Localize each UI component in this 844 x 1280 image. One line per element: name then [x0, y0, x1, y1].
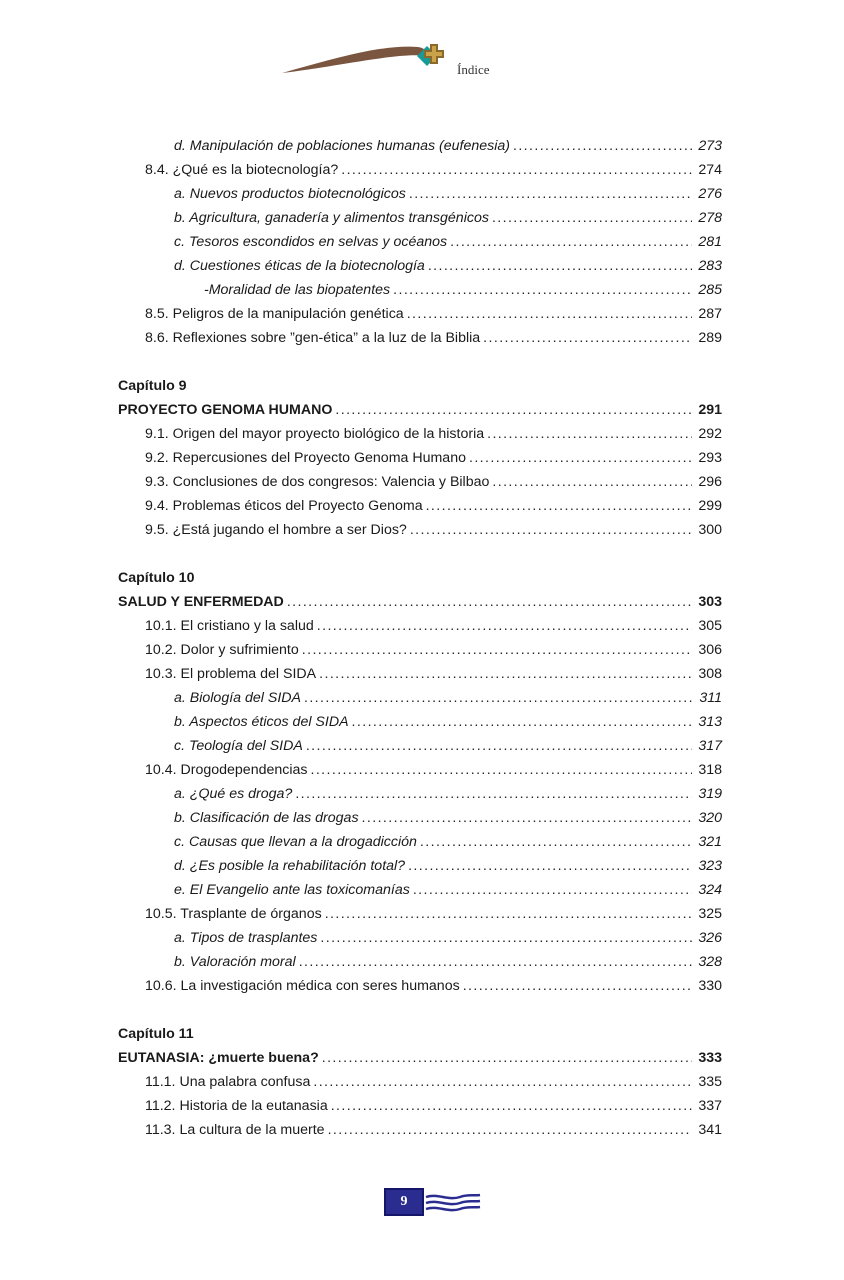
toc-entry — [145, 446, 722, 470]
dot-leader — [483, 326, 692, 350]
dot-leader — [299, 950, 692, 974]
dot-leader — [492, 206, 692, 230]
page-number: 9 — [400, 1194, 408, 1209]
toc-entry-page: 278 — [698, 210, 722, 226]
toc-entry — [174, 254, 722, 278]
toc-entry — [145, 614, 722, 638]
dot-leader — [408, 854, 692, 878]
toc-entry-page: 319 — [698, 786, 722, 802]
toc-entry — [174, 206, 722, 230]
toc-entry — [145, 470, 722, 494]
toc-entry-title: 10.6. La investigación médica con seres humanos — [145, 978, 460, 994]
toc-entry-page: 324 — [698, 882, 722, 898]
toc-entry-title: c. Causas que llevan a la drogadicción — [174, 834, 417, 850]
toc-entry-page: 303 — [698, 594, 722, 610]
chapter-heading: Capítulo 9 — [118, 378, 187, 394]
toc-entry — [174, 782, 722, 806]
dot-leader — [341, 158, 692, 182]
dot-leader — [295, 782, 692, 806]
toc-entry-page: 330 — [698, 978, 722, 994]
toc-entry-page: 285 — [698, 282, 722, 298]
toc-entry-page: 335 — [698, 1074, 722, 1090]
header-ornament-icon — [0, 0, 844, 100]
page-footer — [384, 1188, 484, 1218]
toc-entry-title: 10.4. Drogodependencias — [145, 762, 308, 778]
toc-entry-title: a. Nuevos productos biotecnológicos — [174, 186, 406, 202]
dot-leader — [487, 422, 692, 446]
dot-leader — [463, 974, 692, 998]
toc-entry — [174, 806, 722, 830]
toc-entry — [145, 1094, 722, 1118]
toc-entry — [174, 182, 722, 206]
toc-entry — [118, 590, 722, 614]
toc-entry — [145, 1070, 722, 1094]
toc-entry-page: 274 — [698, 162, 722, 178]
toc-entry-page: 289 — [698, 330, 722, 346]
toc-entry-page: 308 — [698, 666, 722, 682]
dot-leader — [352, 710, 692, 734]
toc-entry-page: 296 — [698, 474, 722, 490]
toc-entry-title: a. Biología del SIDA — [174, 690, 301, 706]
dot-leader — [304, 686, 692, 710]
page-header — [0, 0, 844, 100]
toc-entry-page: 306 — [698, 642, 722, 658]
dot-leader — [331, 1094, 692, 1118]
dot-leader — [328, 1118, 692, 1142]
dot-leader — [317, 614, 692, 638]
toc-entry — [145, 662, 722, 686]
toc-entry — [174, 686, 722, 710]
toc-entry-title: 8.4. ¿Qué es la biotecnología? — [145, 162, 339, 178]
toc-entry — [145, 518, 722, 542]
toc-entry-page: 305 — [698, 618, 722, 634]
dot-leader — [319, 662, 692, 686]
toc-entry — [145, 494, 722, 518]
dot-leader — [426, 494, 692, 518]
chapter-heading: Capítulo 10 — [118, 570, 195, 586]
toc-entry-title: a. ¿Qué es droga? — [174, 786, 293, 802]
toc-entry — [174, 854, 722, 878]
dot-leader — [409, 182, 692, 206]
dot-leader — [450, 230, 692, 254]
dot-leader — [335, 398, 692, 422]
toc-entry-title: d. Manipulación de poblaciones humanas (eufenesia) — [174, 138, 510, 154]
toc-entry-page: 299 — [698, 498, 722, 514]
toc-entry-page: 321 — [698, 834, 722, 850]
toc-entry-title: 10.3. El problema del SIDA — [145, 666, 317, 682]
toc-entry-page: 276 — [698, 186, 722, 202]
toc-entry-page: 328 — [698, 954, 722, 970]
toc-entry — [145, 326, 722, 350]
toc-entry-title: -Moralidad de las biopatentes — [204, 282, 391, 298]
dot-leader — [469, 446, 692, 470]
toc-entry — [118, 398, 722, 422]
dot-leader — [302, 638, 692, 662]
toc-entry — [174, 734, 722, 758]
toc-entry — [145, 422, 722, 446]
toc-entry-page: 317 — [698, 738, 722, 754]
toc-entry-title: a. Tipos de trasplantes — [174, 930, 318, 946]
toc-entry-title: c. Teología del SIDA — [174, 738, 303, 754]
toc-entry-page: 293 — [698, 450, 722, 466]
dot-leader — [410, 518, 692, 542]
toc-entry-title: 11.1. Una palabra confusa — [145, 1074, 311, 1090]
toc-entry-title: b. Agricultura, ganadería y alimentos transgénicos — [174, 210, 489, 226]
dot-leader — [325, 902, 692, 926]
toc-entry — [145, 902, 722, 926]
toc-entry-title: 11.2. Historia de la eutanasia — [145, 1098, 328, 1114]
toc-entry — [145, 638, 722, 662]
toc-entry — [174, 830, 722, 854]
dot-leader — [420, 830, 692, 854]
toc-entry — [174, 926, 722, 950]
dot-leader — [306, 734, 692, 758]
toc-entry-title: EUTANASIA: ¿muerte buena? — [118, 1050, 319, 1066]
toc-entry-title: 10.5. Trasplante de órganos — [145, 906, 322, 922]
toc-entry-title: 9.4. Problemas éticos del Proyecto Genoma — [145, 498, 423, 514]
toc-entry — [145, 1118, 722, 1142]
toc-entry-title: 9.3. Conclusiones de dos congresos: Valencia y Bilbao — [145, 474, 490, 490]
toc-entry-page: 320 — [698, 810, 722, 826]
toc-entry-title: 8.6. Reflexiones sobre ”gen-ética” a la luz de la Biblia — [145, 330, 481, 346]
toc-entry-title: 9.2. Repercusiones del Proyecto Genoma Humano — [145, 450, 466, 466]
toc-entry-title: b. Aspectos éticos del SIDA — [174, 714, 349, 730]
toc-entry-page: 283 — [698, 258, 722, 274]
toc-entry-title: b. Clasificación de las drogas — [174, 810, 359, 826]
toc-entry — [174, 710, 722, 734]
toc-entry-title: 9.5. ¿Está jugando el hombre a ser Dios? — [145, 522, 407, 538]
toc-entry-page: 341 — [698, 1122, 722, 1138]
toc-entry — [145, 158, 722, 182]
toc-entry-page: 326 — [698, 930, 722, 946]
dot-leader — [322, 1046, 692, 1070]
toc-entry-page: 311 — [699, 690, 722, 706]
dot-leader — [407, 302, 692, 326]
toc-entry — [174, 134, 722, 158]
toc-entry-page: 325 — [698, 906, 722, 922]
toc-entry-title: d. ¿Es posible la rehabilitación total? — [174, 858, 406, 874]
toc-entry-title: d. Cuestiones éticas de la biotecnología — [174, 258, 425, 274]
toc-entry — [174, 878, 722, 902]
toc-entry-page: 313 — [698, 714, 722, 730]
toc-entry-title: 10.1. El cristiano y la salud — [145, 618, 314, 634]
toc-entry-page: 287 — [698, 306, 722, 322]
dot-leader — [313, 1070, 692, 1094]
toc-entry-page: 337 — [698, 1098, 722, 1114]
toc-entry — [174, 230, 722, 254]
chapter-heading: Capítulo 11 — [118, 1026, 194, 1042]
toc-entry-page: 281 — [698, 234, 722, 250]
toc-entry-page: 323 — [698, 858, 722, 874]
toc-entry-page: 333 — [698, 1050, 722, 1066]
toc-entry-title: 11.3. La cultura de la muerte — [145, 1122, 325, 1138]
dot-leader — [393, 278, 692, 302]
toc-entry-title: 9.1. Origen del mayor proyecto biológico de la historia — [145, 426, 485, 442]
toc-entry-title: c. Tesoros escondidos en selvas y océanos — [174, 234, 448, 250]
dot-leader — [492, 470, 692, 494]
toc-entry-title: 8.5. Peligros de la manipulación genética — [145, 306, 404, 322]
dot-leader — [311, 758, 693, 782]
toc-entry — [145, 302, 722, 326]
toc-entry — [174, 950, 722, 974]
toc-entry-page: 318 — [698, 762, 722, 778]
toc-entry-page: 300 — [698, 522, 722, 538]
toc-entry-title: PROYECTO GENOMA HUMANO — [118, 402, 333, 418]
dot-leader — [413, 878, 692, 902]
dot-leader — [287, 590, 692, 614]
dot-leader — [428, 254, 692, 278]
toc-entry — [145, 974, 722, 998]
toc-entry-page: 273 — [698, 138, 722, 154]
toc-entry-title: SALUD Y ENFERMEDAD — [118, 594, 284, 610]
toc-entry-page: 292 — [698, 426, 722, 442]
toc-entry — [204, 278, 722, 302]
dot-leader — [320, 926, 692, 950]
header-label: Índice — [457, 62, 490, 77]
toc-entry-title: b. Valoración moral — [174, 954, 296, 970]
toc-entry-title: 10.2. Dolor y sufrimiento — [145, 642, 299, 658]
toc-entry — [145, 758, 722, 782]
toc-entry-title: e. El Evangelio ante las toxicomanías — [174, 882, 410, 898]
toc-entry — [118, 1046, 722, 1070]
toc-entry-page: 291 — [698, 402, 722, 418]
waves-icon — [424, 1188, 484, 1216]
dot-leader — [513, 134, 692, 158]
dot-leader — [362, 806, 692, 830]
